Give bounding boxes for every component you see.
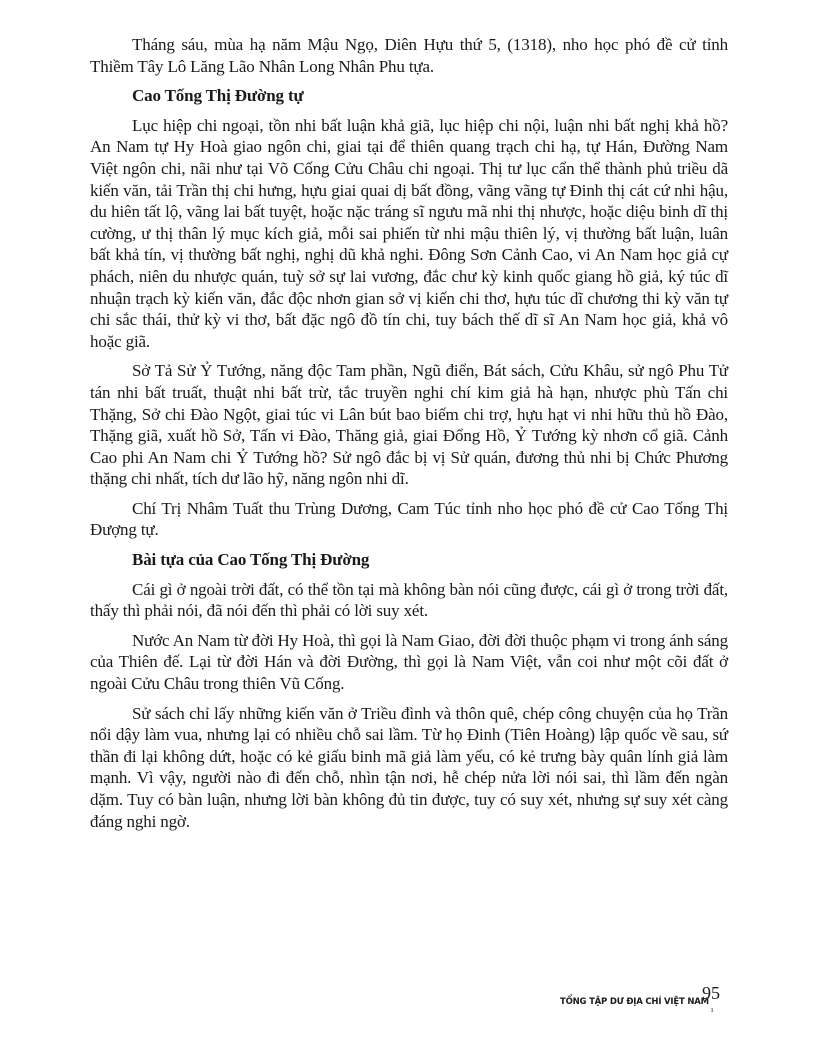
page-mark: ı <box>711 1005 714 1014</box>
paragraph-preface-han-2: Sở Tả Sử Ỷ Tướng, năng độc Tam phần, Ngũ điển, Bát sách, Cửu Khâu, sử ngô Phu Tử tán nhi bất truất, thuật nhi bất trừ, tắc truyền nghi chí kim giả hà hạn, nhược phù Tấn chi Thặng, Sở chi Đào Ngột, giai túc vi Lân bút bao biếm chi trợ, hựu hạt vi nhi hữu thủ hồ Đào, Thặng giã, xuất hồ Sở, Tấn vi Đào, Thăng giả, giai Đổng Hồ, Ỷ Tướng kỳ nhơn cổ giã. Cảnh Cao phi An Nam chi Ỷ Tướng hồ? Sử ngô đắc bị vị Sử quán, đương thủ nhi bị Chức Phương thặng chi nhất, tích dư lão hỹ, năng ngôn nhi dĩ. <box>90 361 728 489</box>
paragraph-translation-1: Cái gì ở ngoài trời đất, có thể tồn tại mà không bàn nói cũng được, cái gì ở trong trời đất, thấy thì phải nói, đã nói đến thì phải có lời suy xét. <box>90 579 728 621</box>
page-body <box>90 34 728 840</box>
paragraph-translation-3: Sử sách chỉ lấy những kiến văn ở Triều đình và thôn quê, chép công chuyện của họ Trần nổi dậy làm vua, nhưng lại có nhiều chỗ sai lầm. Từ họ Đinh (Tiên Hoàng) lập quốc về sau, sứ thần đi lại không dứt, hoặc có kẻ giấu binh mã giả làm yếu, có kẻ trưng bày quân lính giả làm mạnh. Vì vậy, người nào đi đến chỗ, nhìn tận nơi, hễ chép nửa lời nói sai, thì lầm đến ngàn dặm. Tuy có bàn luận, nhưng lời bàn không đủ tin được, tuy có suy xét, nhưng sự suy xét càng đáng nghi ngờ. <box>90 703 728 831</box>
page-number: 95 <box>702 983 720 1003</box>
paragraph-translation-2: Nước An Nam từ đời Hy Hoà, thì gọi là Nam Giao, đời đời thuộc phạm vi trong ánh sáng của Thiên đế. Lại từ đời Hán và đời Đường, thì gọi là Nam Việt, vẫn coi như một cõi đất ở ngoài Cửu Châu trong thiên Vũ Cống. <box>90 630 728 694</box>
heading-bai-tua: Bài tựa của Cao Tống Thị Đường <box>132 550 370 570</box>
paragraph-preface-han-1: Lục hiệp chi ngoại, tồn nhi bất luận khả giã, lục hiệp chi nội, luận nhi bất nghị khả hồ? An Nam tự Hy Hoà giao ngôn chi, giai tại để thiên quang trạch chi hạ, tự Hán, Đường Nam Việt ngôn chi, nãi như tại Võ Cống Cửu Châu chi ngoại. Thị tư lục cẩn thể thành phủ triều dã kiến văn, tải Trần thị chi hưng, hựu giai quai dị bất đồng, vãng vãng tự Đinh thị cát cứ nhi hậu, du hiên tất lộ, vãng lai bất tuyệt, hoặc nặc tráng sĩ ngưu mã nhi thị nhược, hoặc diệu binh dĩ thị cường, ư thị thân lý mục kích giả, mỗi sai phiến từ nhi mậu thiên lý, vị thường bất luận, luân bất khả tín, vị thường bất nghị, nghị dũ khả nghi. Đông Sơn Cảnh Cao, vi An Nam học giả cự phách, niên du nhược quán, tuỳ sở sự lai vương, đắc chư kỳ kinh quốc giang hồ giả, ký túc dĩ nhuận trạch kỳ kiến văn, đắc độc nhơn gian sở vị kiến chi thơ, hựu túc dĩ chương thi kỳ văn tự chi sắc thái, thử kỳ vi thơ, bất đặc ngô đồ tín chi, tuy bách thế dĩ sĩ An Nam học giả, khả vô hoặc giã. <box>90 115 728 351</box>
paragraph-colophon-1318: Tháng sáu, mùa hạ năm Mậu Ngọ, Diên Hựu thứ 5, (1318), nho học phó đề cử tỉnh Thiềm Tây Lô Lăng Lão Nhân Long Nhân Phu tựa. <box>90 35 728 76</box>
running-footer-title: TỔNG TẬP DƯ ĐỊA CHÍ VIỆT NAM <box>560 997 709 1007</box>
heading-cao-tong-thi-duong-tu: Cao Tống Thị Đường tự <box>132 86 304 106</box>
paragraph-preface-han-signature: Chí Trị Nhâm Tuất thu Trùng Dương, Cam Túc tỉnh nho học phó đề cử Cao Tống Thị Đượng tự. <box>90 498 728 540</box>
